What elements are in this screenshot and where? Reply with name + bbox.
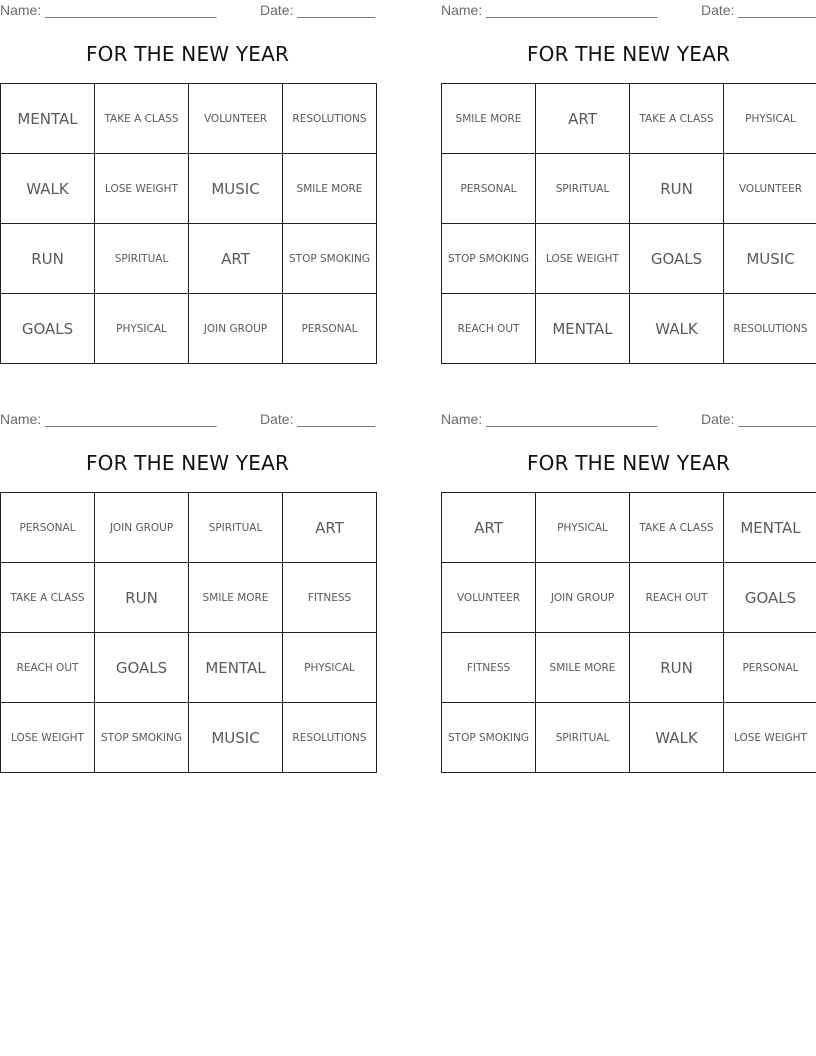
- grid-row: [442, 703, 816, 773]
- bingo-card-1: [0, 0, 376, 338]
- grid-row: [442, 493, 816, 563]
- card-header: [441, 0, 816, 22]
- grid-cell[interactable]: RUN: [630, 633, 724, 703]
- grid-cell[interactable]: GOALS: [1, 294, 95, 364]
- card-header: [0, 0, 375, 22]
- bingo-card-4: [441, 409, 816, 747]
- grid-cell[interactable]: PHYSICAL: [536, 493, 630, 563]
- grid-cell[interactable]: RESOLUTIONS: [283, 84, 377, 154]
- grid-cell[interactable]: WALK: [1, 154, 95, 224]
- grid-cell[interactable]: WALK: [630, 703, 724, 773]
- grid-cell[interactable]: SPIRITUAL: [536, 703, 630, 773]
- bingo-grid: [0, 83, 377, 364]
- grid-cell[interactable]: SMILE MORE: [189, 563, 283, 633]
- name-field[interactable]: Name: ______________________: [441, 411, 658, 427]
- grid-cell[interactable]: TAKE A CLASS: [630, 84, 724, 154]
- grid-cell[interactable]: SMILE MORE: [442, 84, 536, 154]
- grid-cell[interactable]: PERSONAL: [283, 294, 377, 364]
- grid-cell[interactable]: RESOLUTIONS: [283, 703, 377, 773]
- grid-cell[interactable]: REACH OUT: [1, 633, 95, 703]
- grid-cell[interactable]: VOLUNTEER: [442, 563, 536, 633]
- grid-cell[interactable]: STOP SMOKING: [442, 703, 536, 773]
- grid-row: [1, 224, 377, 294]
- grid-row: [442, 84, 816, 154]
- grid-cell[interactable]: TAKE A CLASS: [95, 84, 189, 154]
- name-field[interactable]: Name: ______________________: [0, 2, 217, 18]
- grid-cell[interactable]: JOIN GROUP: [189, 294, 283, 364]
- grid-cell[interactable]: REACH OUT: [630, 563, 724, 633]
- grid-cell[interactable]: ART: [189, 224, 283, 294]
- grid-cell[interactable]: PERSONAL: [1, 493, 95, 563]
- grid-cell[interactable]: SPIRITUAL: [536, 154, 630, 224]
- grid-row: [1, 154, 377, 224]
- grid-cell[interactable]: TAKE A CLASS: [630, 493, 724, 563]
- grid-cell[interactable]: SMILE MORE: [536, 633, 630, 703]
- grid-cell[interactable]: LOSE WEIGHT: [95, 154, 189, 224]
- grid-cell[interactable]: GOALS: [95, 633, 189, 703]
- grid-cell[interactable]: PERSONAL: [442, 154, 536, 224]
- bingo-grid: [0, 492, 377, 773]
- grid-cell[interactable]: RUN: [1, 224, 95, 294]
- name-field[interactable]: Name: ______________________: [441, 2, 658, 18]
- grid-cell[interactable]: SPIRITUAL: [189, 493, 283, 563]
- grid-cell[interactable]: JOIN GROUP: [536, 563, 630, 633]
- grid-row: [442, 633, 816, 703]
- grid-cell[interactable]: MENTAL: [1, 84, 95, 154]
- grid-cell[interactable]: MUSIC: [724, 224, 816, 294]
- grid-cell[interactable]: STOP SMOKING: [442, 224, 536, 294]
- grid-cell[interactable]: REACH OUT: [442, 294, 536, 364]
- grid-row: [1, 294, 377, 364]
- grid-cell[interactable]: VOLUNTEER: [189, 84, 283, 154]
- grid-row: [442, 154, 816, 224]
- grid-cell[interactable]: LOSE WEIGHT: [1, 703, 95, 773]
- card-title: FOR THE NEW YEAR: [85, 42, 290, 66]
- grid-cell[interactable]: ART: [536, 84, 630, 154]
- grid-cell[interactable]: RESOLUTIONS: [724, 294, 816, 364]
- grid-cell[interactable]: MENTAL: [536, 294, 630, 364]
- grid-cell[interactable]: PHYSICAL: [95, 294, 189, 364]
- grid-cell[interactable]: STOP SMOKING: [95, 703, 189, 773]
- grid-cell[interactable]: RUN: [95, 563, 189, 633]
- grid-row: [1, 493, 377, 563]
- grid-cell[interactable]: GOALS: [724, 563, 816, 633]
- grid-cell[interactable]: VOLUNTEER: [724, 154, 816, 224]
- grid-cell[interactable]: ART: [283, 493, 377, 563]
- grid-row: [1, 84, 377, 154]
- grid-cell[interactable]: MENTAL: [189, 633, 283, 703]
- grid-cell[interactable]: WALK: [630, 294, 724, 364]
- card-title: FOR THE NEW YEAR: [85, 451, 290, 475]
- grid-cell[interactable]: TAKE A CLASS: [1, 563, 95, 633]
- grid-cell[interactable]: FITNESS: [442, 633, 536, 703]
- grid-cell[interactable]: LOSE WEIGHT: [536, 224, 630, 294]
- grid-cell[interactable]: PHYSICAL: [724, 84, 816, 154]
- grid-row: [1, 703, 377, 773]
- card-title: FOR THE NEW YEAR: [526, 451, 731, 475]
- grid-cell[interactable]: SPIRITUAL: [95, 224, 189, 294]
- bingo-card-2: [441, 0, 816, 338]
- date-field[interactable]: Date: __________: [260, 2, 376, 18]
- grid-row: [442, 224, 816, 294]
- grid-cell[interactable]: ART: [442, 493, 536, 563]
- grid-cell[interactable]: PHYSICAL: [283, 633, 377, 703]
- grid-row: [442, 294, 816, 364]
- name-field[interactable]: Name: ______________________: [0, 411, 217, 427]
- bingo-grid: [441, 492, 816, 773]
- grid-cell[interactable]: GOALS: [630, 224, 724, 294]
- grid-cell[interactable]: RUN: [630, 154, 724, 224]
- grid-cell[interactable]: SMILE MORE: [283, 154, 377, 224]
- date-field[interactable]: Date: __________: [260, 411, 376, 427]
- grid-cell[interactable]: STOP SMOKING: [283, 224, 377, 294]
- bingo-grid: [441, 83, 816, 364]
- grid-cell[interactable]: PERSONAL: [724, 633, 816, 703]
- grid-row: [1, 633, 377, 703]
- grid-cell[interactable]: JOIN GROUP: [95, 493, 189, 563]
- card-header: [441, 409, 816, 431]
- date-field[interactable]: Date: __________: [701, 2, 816, 18]
- bingo-card-3: [0, 409, 376, 747]
- card-title: FOR THE NEW YEAR: [526, 42, 731, 66]
- card-header: [0, 409, 375, 431]
- grid-cell[interactable]: FITNESS: [283, 563, 377, 633]
- date-field[interactable]: Date: __________: [701, 411, 816, 427]
- grid-cell[interactable]: LOSE WEIGHT: [724, 703, 816, 773]
- grid-cell[interactable]: MENTAL: [724, 493, 816, 563]
- grid-row: [442, 563, 816, 633]
- grid-row: [1, 563, 377, 633]
- grid-cell[interactable]: MUSIC: [189, 703, 283, 773]
- grid-cell[interactable]: MUSIC: [189, 154, 283, 224]
